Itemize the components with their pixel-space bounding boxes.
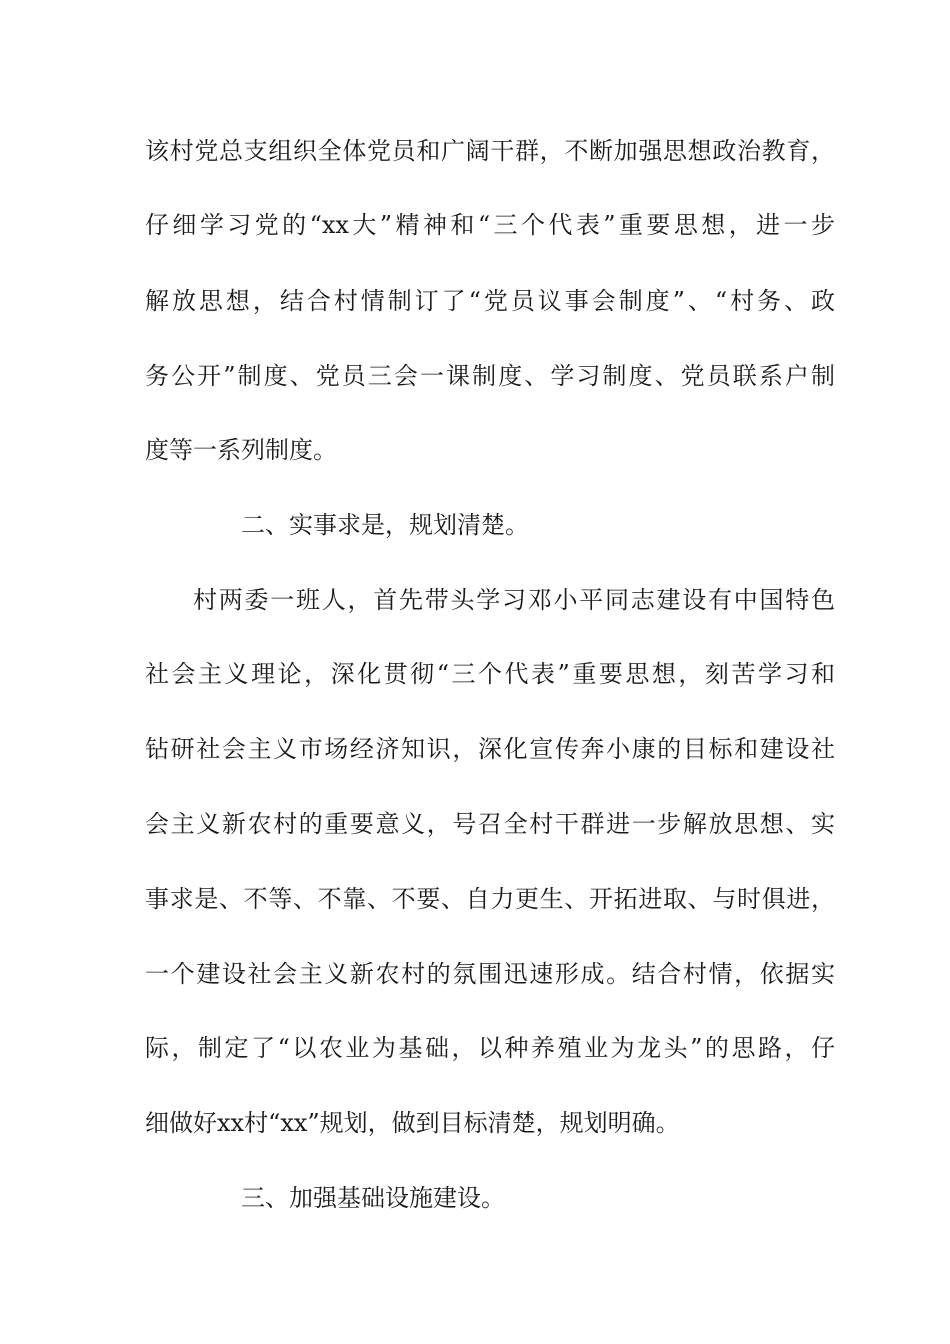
- paragraph-line: 细做好xx村“xx”规划，做到目标清楚，规划明确。: [145, 1109, 680, 1137]
- paragraph-line: 仔细学习党的“xx大”精神和“三个代表”重要思想，进一步: [145, 211, 835, 239]
- section-heading: 二、实事求是，规划清楚。: [241, 511, 529, 539]
- paragraph-line: 钻研社会主义市场经济知识，深化宣传奔小康的目标和建设社: [145, 735, 835, 763]
- paragraph-line: 村两委一班人，首先带头学习邓小平同志建设有中国特色: [193, 586, 835, 614]
- paragraph-line: 解放思想，结合村情制订了“党员议事会制度”、“村务、政: [145, 287, 835, 315]
- paragraph-line: 度等一系列制度。: [145, 436, 337, 464]
- paragraph-line: 会主义新农村的重要意义，号召全村干群进一步解放思想、实: [145, 810, 835, 838]
- paragraph-line: 一个建设社会主义新农村的氛围迅速形成。结合村情，依据实: [145, 960, 835, 988]
- section-heading: 三、加强基础设施建设。: [241, 1184, 505, 1212]
- paragraph-line: 事求是、不等、不靠、不要、自力更生、开拓进取、与时俱进，: [145, 885, 835, 913]
- paragraph-line: 际，制定了“以农业为基础，以种养殖业为龙头”的思路，仔: [145, 1034, 835, 1062]
- paragraph-line: 该村党总支组织全体党员和广阔干群，不断加强思想政治教育，: [145, 137, 835, 165]
- paragraph-line: 社会主义理论，深化贯彻“三个代表”重要思想，刻苦学习和: [145, 660, 835, 688]
- paragraph-line: 务公开”制度、党员三会一课制度、学习制度、党员联系户制: [145, 362, 835, 390]
